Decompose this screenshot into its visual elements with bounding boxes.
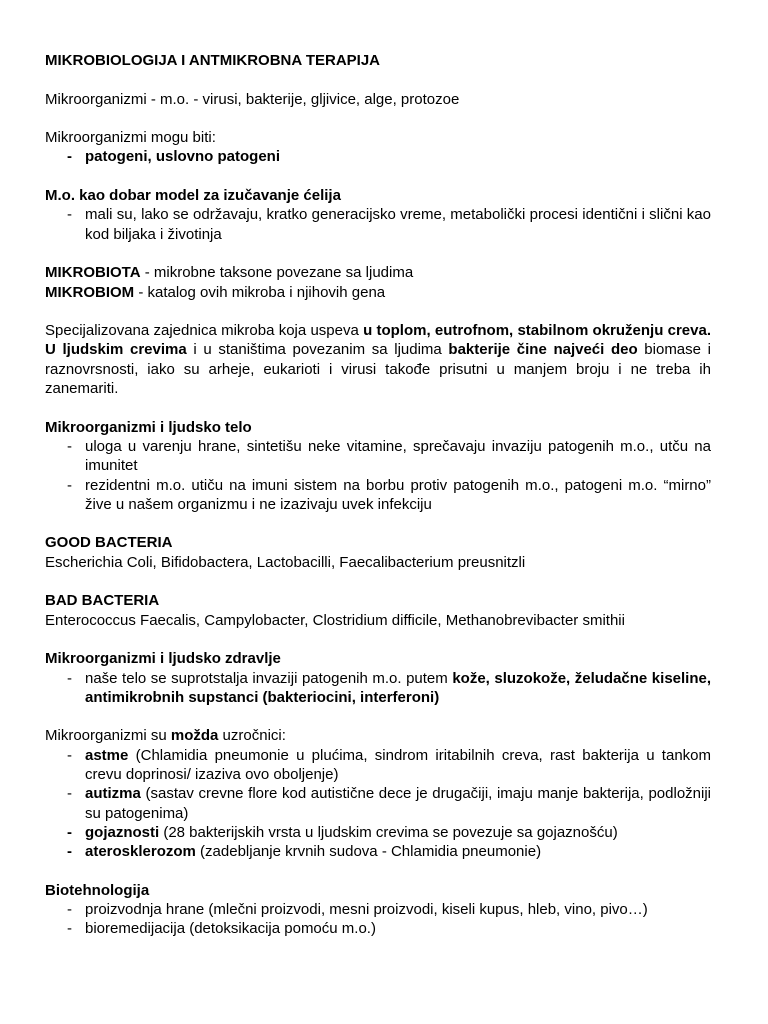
uzrocnici-list [45, 746, 711, 862]
list-item: - astme (Chlamidia pneumonie u plućima, sindrom iritabilnih creva, rast bakterija u tankom crevu doprinosi/ izaziva ovo oboljenje) [67, 746, 711, 783]
dash-bullet: - [67, 843, 72, 861]
telo-heading: Mikroorganizmi i ljudsko telo [45, 418, 252, 436]
list-item: - autizma (sastav crevne flore kod autistične dece je drugačiji, imaju manje bakterija, podložniji su patogenima) [67, 785, 711, 822]
intro-paragraph: Specijalizovana zajednica mikroba koja uspeva u toplom, eutrofnom, stabilnom okruženju creva. U ljudskim crevima i u staništima povezanim sa ljudima bakterije čine najveći deo biomase i raznovrsnosti, iako su arheje, eukarioti i virusi takođe prisutni u manjem broju i ne treba ih zanemariti. [45, 322, 711, 398]
dash-bullet: - [67, 206, 72, 224]
list-item: - patogeni, uslovno patogeni [67, 148, 280, 166]
dash-bullet: - [67, 901, 72, 919]
mikrobiom-definition: MIKROBIOM - katalog ovih mikroba i njihovih gena [45, 283, 386, 301]
uzrocnici-heading: Mikroorganizmi su možda uzročnici: [45, 727, 286, 745]
list-item: - bioremedijacija (detoksikacija pomoću m.o.) [67, 920, 376, 938]
telo-list [45, 437, 711, 514]
list-item: - naše telo se suprotstalja invaziji patogenih m.o. putem kože, sluzokože, želudačne kiseline, antimikrobnih supstanci (bakteriocini, interferoni) [67, 669, 712, 706]
list-item: - rezidentni m.o. utiču na imuni sistem na borbu protiv patogenih m.o., patogeni m.o. “mirno” žive u našem organizmu i ne izazivaju uvek infekciju [67, 476, 711, 513]
dash-bullet: - [67, 823, 72, 841]
model-list [45, 205, 711, 244]
list-item: - mali su, lako se održavaju, kratko generacijsko vreme, metabolički procesi identični i slični kao kod biljaka i životinja [67, 206, 711, 243]
dash-bullet: - [67, 746, 72, 764]
document-title: MIKROBIOLOGIJA I ANTMIKROBNA TERAPIJA [45, 52, 381, 69]
dash-bullet: - [67, 785, 72, 803]
list-item: - proizvodnja hrane (mlečni proizvodi, mesni proizvodi, kiseli kupus, hleb, vino, pivo…) [67, 901, 648, 919]
zdravlje-list [45, 669, 711, 708]
document-page [45, 51, 711, 939]
list-item: - aterosklerozom (zadebljanje krvnih sudova - Chlamidia pneumonie) [67, 843, 542, 861]
bad-bacteria-heading: BAD BACTERIA [45, 592, 160, 610]
mo-definition: Mikroorganizmi - m.o. - virusi, bakterije, gljivice, alge, protozoe [45, 90, 460, 108]
dash-bullet: - [67, 669, 72, 687]
bad-bacteria-list: Enterococcus Faecalis, Campylobacter, Clostridium difficile, Methanobrevibacter smithii [45, 611, 625, 629]
dash-bullet: - [67, 476, 72, 494]
good-bacteria-list: Escherichia Coli, Bifidobactera, Lactobacilli, Faecalibacterium preusnitzli [45, 553, 526, 571]
list-item: - uloga u varenju hrane, sintetišu neke vitamine, sprečavaju invaziju patogenih m.o., utču na imunitet [67, 437, 711, 475]
mogu-biti-heading: Mikroorganizmi mogu biti: [45, 129, 216, 147]
biotehnologija-heading: Biotehnologija [45, 881, 150, 899]
dash-bullet: - [67, 148, 72, 166]
list-item: - gojaznosti (28 bakterijskih vrsta u ljudskim crevima se povezuje sa gojaznošću) [67, 823, 618, 841]
zdravlje-heading: Mikroorganizmi i ljudsko zdravlje [45, 650, 281, 668]
dash-bullet: - [67, 920, 72, 938]
mogu-biti-list [45, 147, 711, 166]
mikrobiota-definition: MIKROBIOTA - mikrobne taksone povezane sa ljudima [45, 264, 414, 282]
dash-bullet: - [67, 437, 72, 455]
biotehnologija-list [45, 900, 711, 939]
good-bacteria-heading: GOOD BACTERIA [45, 534, 173, 552]
model-heading: M.o. kao dobar model za izučavanje ćelija [45, 187, 341, 205]
